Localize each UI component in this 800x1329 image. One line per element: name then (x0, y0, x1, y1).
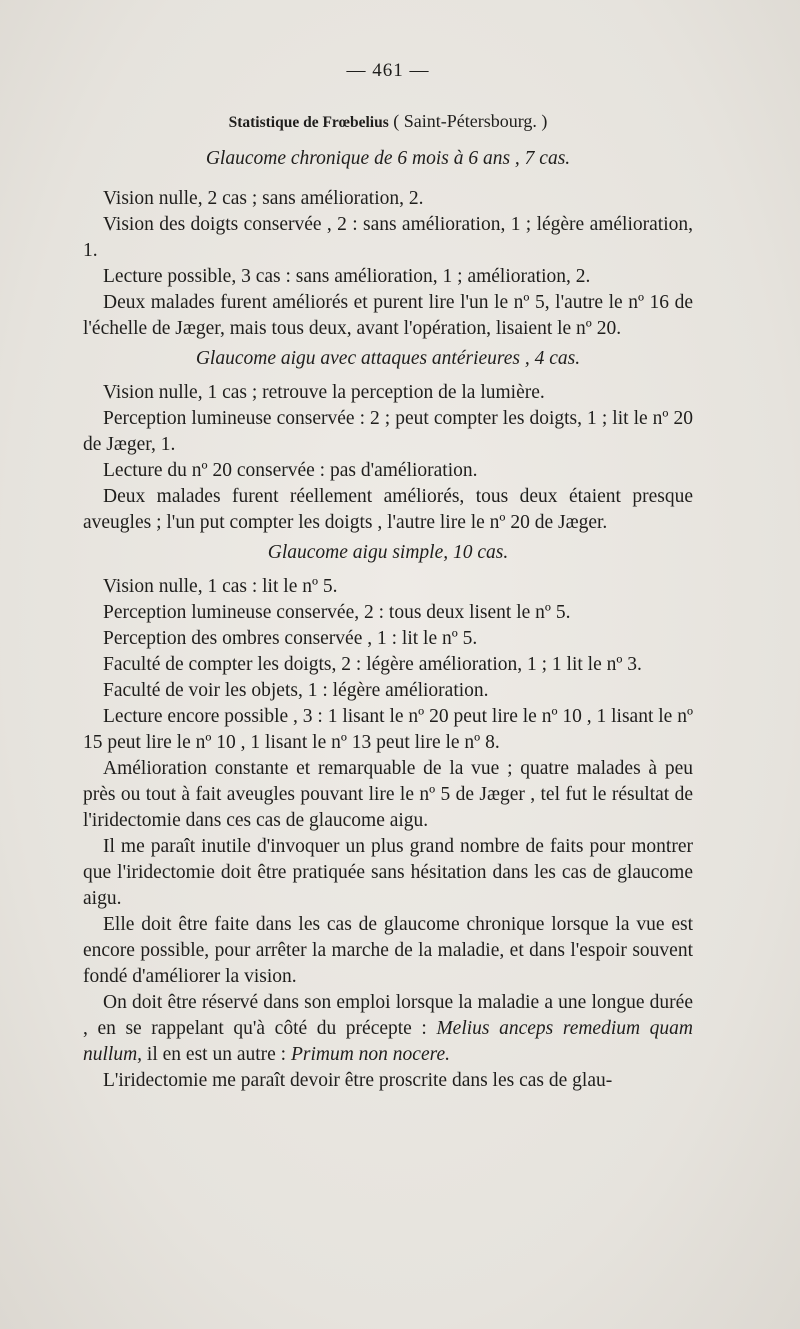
latin-quote-primum: Primum non nocere. (290, 1044, 451, 1065)
statistics-heading-place: ( Saint-Pétersbourg. ) (388, 111, 548, 131)
paragraph: Lecture du nº 20 conservée : pas d'amélioration. (103, 460, 478, 481)
paragraph: Il me paraît inutile d'invoquer un plus grand nombre de faits pour montrer que l'iridectomie doit être pratiquée sans hésitation dans les cas de glaucome aigu. (83, 836, 693, 909)
last-paragraph: L'iridectomie me paraît devoir être proscrite dans les cas de glau- (103, 1070, 613, 1091)
paragraph: Lecture encore possible , 3 : 1 lisant le nº 20 peut lire le nº 10 , 1 lisant le nº 15 peut lire le nº 10 , 1 lisant le nº 13 peut lire le nº 8. (83, 706, 693, 753)
section-title-acute-simple: Glaucome aigu simple, 10 cas. (267, 542, 509, 563)
paragraph: Lecture possible, 3 cas : sans amélioration, 1 ; amélioration, 2. (103, 266, 591, 287)
paragraph: Perception des ombres conservée , 1 : lit le nº 5. (103, 628, 478, 649)
paragraph: Vision nulle, 1 cas : lit le nº 5. (103, 576, 338, 597)
paragraph: Deux malades furent améliorés et purent lire l'un le nº 5, l'autre le nº 16 de l'échelle de Jæger, mais tous deux, avant l'opération, lisaient le nº 20. (83, 292, 693, 339)
page-number: — 461 — (346, 60, 430, 81)
paragraph: Perception lumineuse conservée, 2 : tous deux lisent le nº 5. (103, 602, 571, 623)
statistics-heading-author: Statistique de Frœbelius (228, 114, 389, 131)
closing-lead: On doit être réservé dans son emploi lorsque la maladie a une longue durée , en se rappelant qu'à côté du précepte : (83, 992, 693, 1039)
section-title-acute-attacks: Glaucome aigu avec attaques antérieures , 4 cas. (195, 348, 581, 369)
paragraph: Vision nulle, 1 cas ; retrouve la perception de la lumière. (103, 382, 545, 403)
section-title-chronic: Glaucome chronique de 6 mois à 6 ans , 7 cas. (205, 148, 571, 169)
page-text (83, 58, 693, 1094)
paragraph: Faculté de compter les doigts, 2 : légère amélioration, 1 ; 1 lit le nº 3. (103, 654, 642, 675)
paragraph: Vision des doigts conservée , 2 : sans amélioration, 1 ; légère amélioration, 1. (83, 214, 693, 261)
paragraph: Deux malades furent réellement améliorés, tous deux étaient presque aveugles ; l'un put compter les doigts , l'autre lire le nº 20 de Jæger. (83, 486, 693, 533)
paragraph: Amélioration constante et remarquable de la vue ; quatre malades à peu près ou tout à fait aveugles pouvant lire le nº 5 de Jæger , tel fut le résultat de l'iridectomie dans ces cas de glaucome aigu. (83, 758, 693, 831)
paragraph: Elle doit être faite dans les cas de glaucome chronique lorsque la vue est encore possible, pour arrêter la marche de la maladie, et dans l'espoir souvent fondé d'améliorer la vision. (83, 914, 693, 987)
latin-quote-melius: Melius anceps remedium quam nullum, (83, 1018, 694, 1065)
statistics-heading (83, 108, 693, 136)
paragraph: Faculté de voir les objets, 1 : légère amélioration. (103, 680, 489, 701)
paragraph: Vision nulle, 2 cas ; sans amélioration, 2. (103, 188, 424, 209)
closing-paragraph (83, 990, 693, 1068)
paragraph: Perception lumineuse conservée : 2 ; peut compter les doigts, 1 ; lit le nº 20 de Jæger, 1. (83, 408, 693, 455)
closing-middle: il en est un autre : (142, 1044, 291, 1065)
